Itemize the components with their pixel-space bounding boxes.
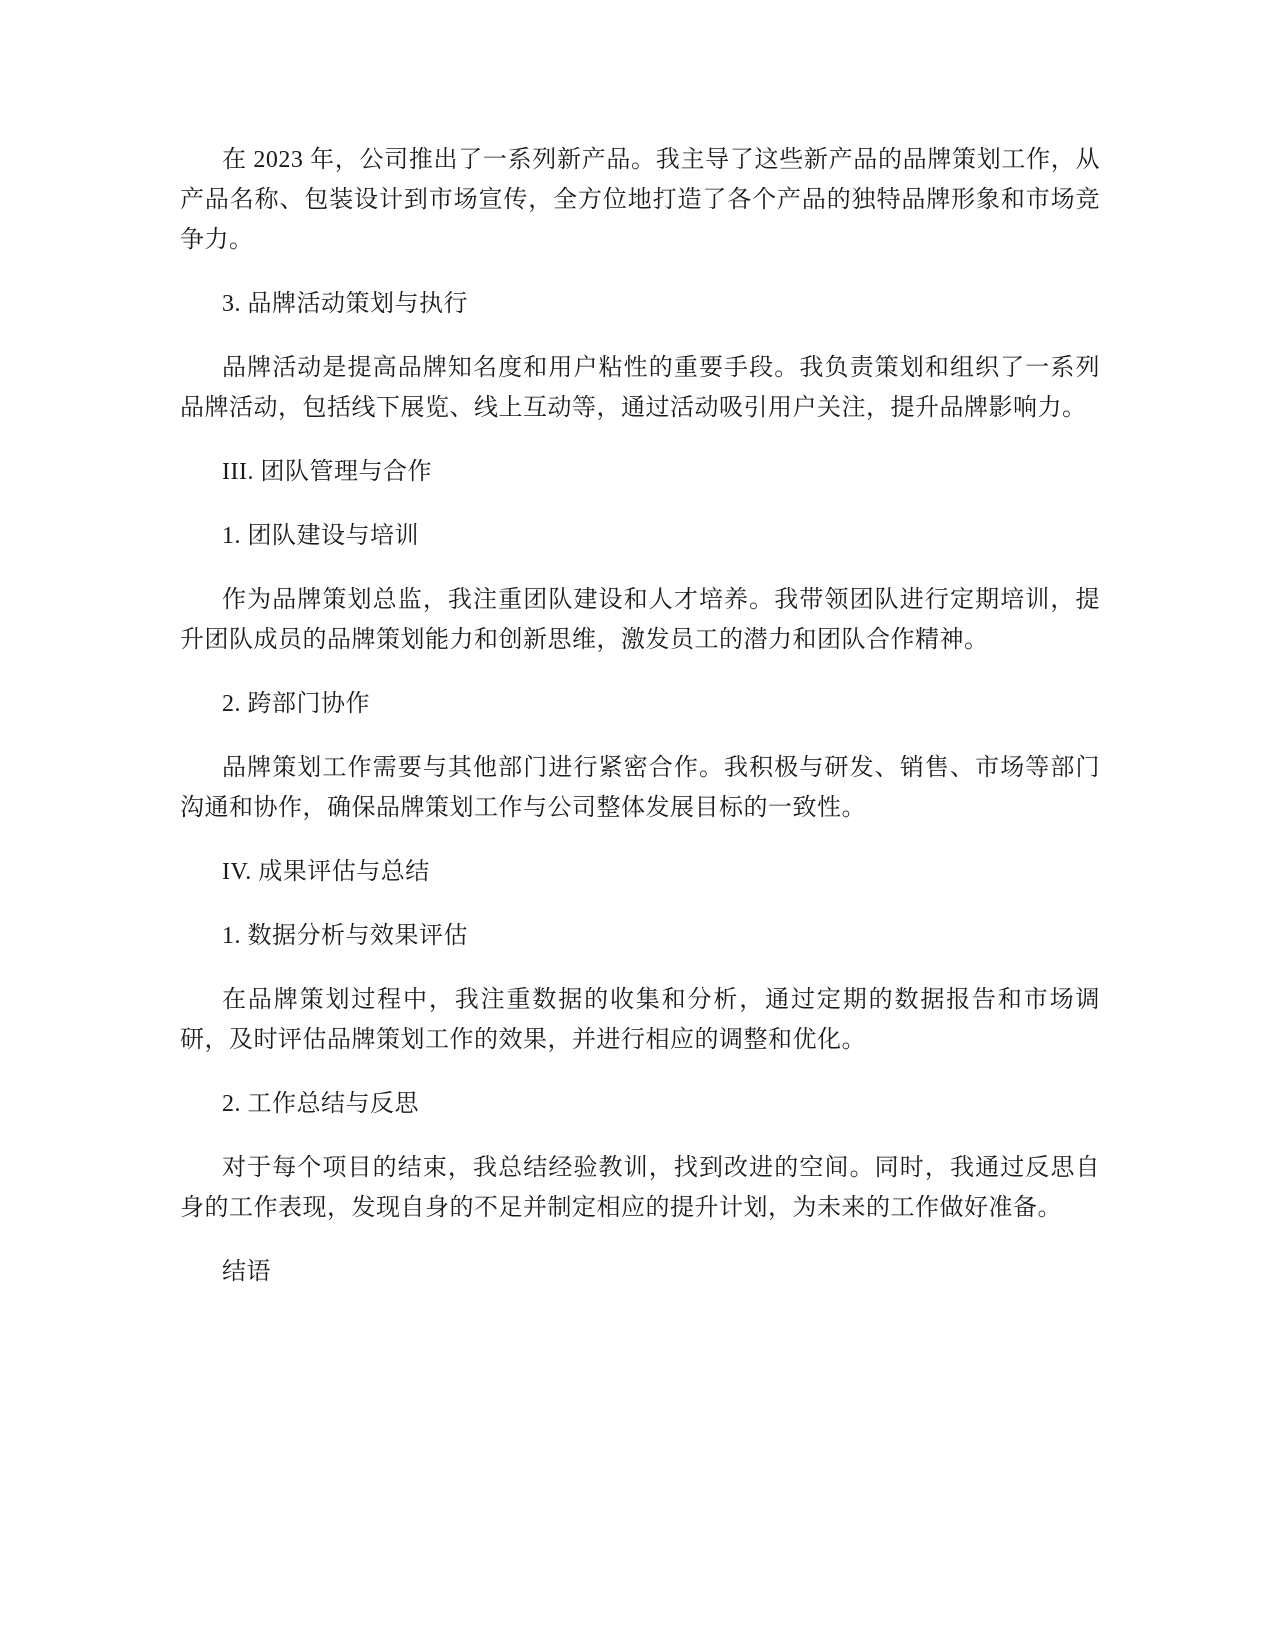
paragraph-new-products: 在 2023 年，公司推出了一系列新产品。我主导了这些新产品的品牌策划工作，从产品名称、包装设计到市场宣传，全方位地打造了各个产品的独特品牌形象和市场竞争力。 bbox=[180, 147, 1100, 253]
heading-results-evaluation: IV. 成果评估与总结 bbox=[222, 859, 430, 885]
heading-team-management: III. 团队管理与合作 bbox=[222, 459, 432, 485]
heading-data-analysis: 1. 数据分析与效果评估 bbox=[222, 923, 468, 949]
paragraph-work-summary: 对于每个项目的结束，我总结经验教训，找到改进的空间。同时，我通过反思自身的工作表现，发现自身的不足并制定相应的提升计划，为未来的工作做好准备。 bbox=[180, 1155, 1100, 1221]
heading-work-summary: 2. 工作总结与反思 bbox=[222, 1091, 419, 1117]
paragraph-team-building: 作为品牌策划总监，我注重团队建设和人才培养。我带领团队进行定期培训，提升团队成员的品牌策划能力和创新思维，激发员工的潜力和团队合作精神。 bbox=[180, 587, 1100, 653]
paragraph-cross-department: 品牌策划工作需要与其他部门进行紧密合作。我积极与研发、销售、市场等部门沟通和协作，确保品牌策划工作与公司整体发展目标的一致性。 bbox=[180, 755, 1100, 821]
document-page bbox=[180, 140, 1100, 1316]
paragraph-data-analysis: 在品牌策划过程中，我注重数据的收集和分析，通过定期的数据报告和市场调研，及时评估品牌策划工作的效果，并进行相应的调整和优化。 bbox=[180, 987, 1100, 1053]
heading-cross-department: 2. 跨部门协作 bbox=[222, 691, 370, 717]
heading-team-building: 1. 团队建设与培训 bbox=[222, 523, 419, 549]
heading-conclusion: 结语 bbox=[222, 1259, 271, 1285]
paragraph-brand-activity: 品牌活动是提高品牌知名度和用户粘性的重要手段。我负责策划和组织了一系列品牌活动，包括线下展览、线上互动等，通过活动吸引用户关注，提升品牌影响力。 bbox=[180, 355, 1100, 421]
heading-brand-activity: 3. 品牌活动策划与执行 bbox=[222, 291, 468, 317]
